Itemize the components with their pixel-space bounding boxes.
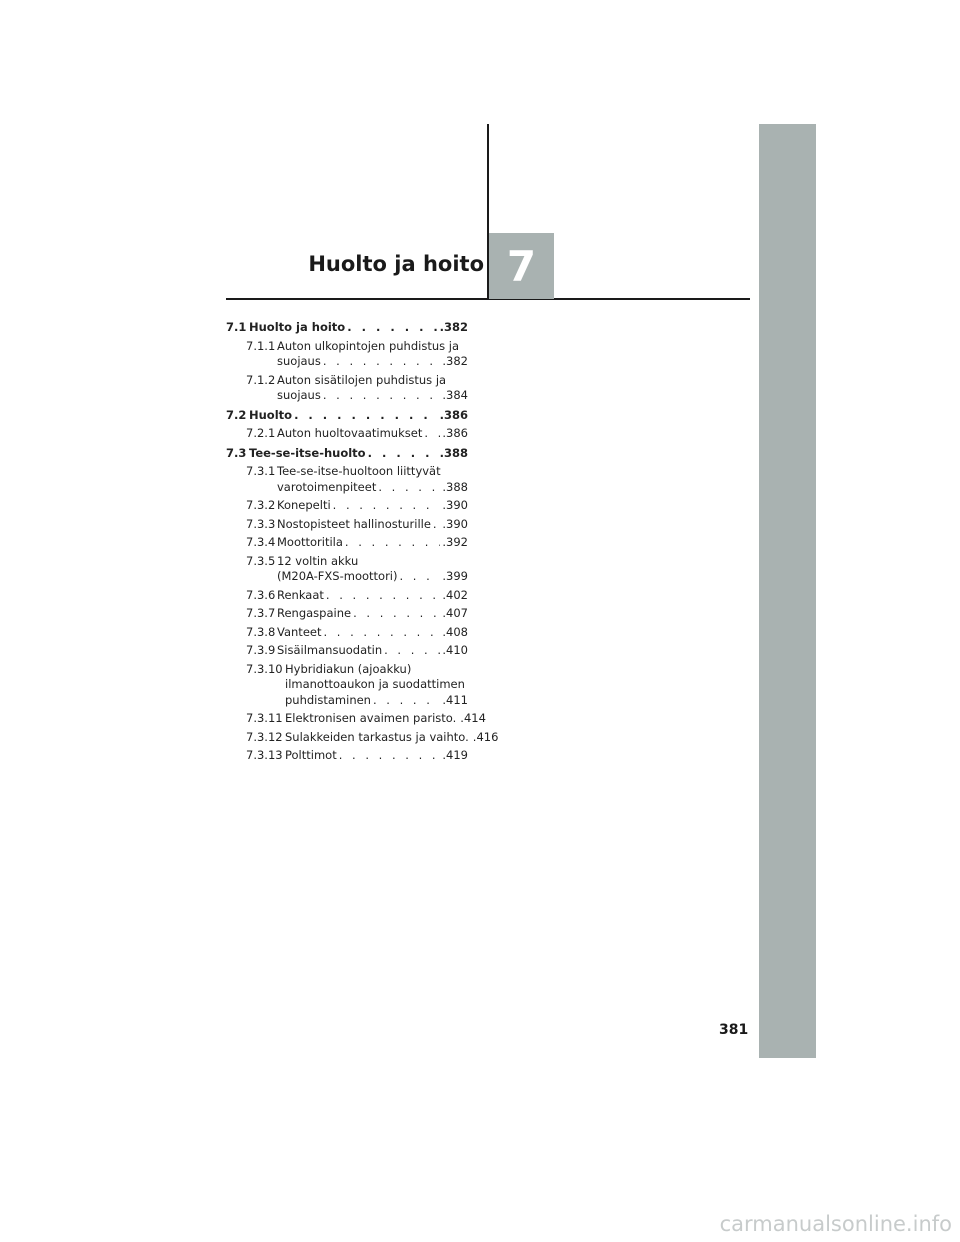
toc-dot-leader bbox=[424, 426, 440, 442]
watermark: carmanualsonline.info bbox=[719, 1212, 952, 1236]
toc-dot-leader bbox=[368, 446, 438, 462]
toc-dot-leader bbox=[345, 535, 440, 551]
toc-entry-title: Renkaat bbox=[277, 587, 324, 602]
toc-entry-number: 7.3.2 bbox=[246, 498, 276, 512]
toc-entry-number: 7.3.12 bbox=[246, 729, 283, 744]
toc-entry-title: Hybridiakun (ajoakku) bbox=[285, 661, 412, 676]
toc-entry-number: 7.2 bbox=[226, 407, 247, 422]
toc-entry-title: Konepelti bbox=[277, 498, 331, 512]
toc-entry-leader-line bbox=[277, 643, 468, 659]
toc-entry-number: 7.3.10 bbox=[246, 661, 283, 676]
toc-entry[interactable] bbox=[226, 339, 468, 370]
toc-entry-page: .419 bbox=[442, 748, 468, 762]
toc-entry-leader-line bbox=[249, 320, 468, 336]
toc-entry-title: Auton huoltovaatimukset bbox=[277, 426, 423, 440]
chapter-number-box bbox=[489, 233, 554, 299]
toc-entry-title: Auton ulkopintojen puhdistus ja bbox=[277, 338, 460, 353]
toc-entry-title: Tee-se-itse-huoltoon liittyvät bbox=[277, 464, 441, 478]
toc-entry[interactable] bbox=[226, 320, 468, 336]
toc-entry-page: .390 bbox=[442, 516, 468, 531]
toc-entry-body bbox=[249, 320, 468, 336]
toc-entry-leader-line bbox=[277, 606, 468, 622]
toc-entry-title: varotoimenpiteet bbox=[277, 479, 377, 494]
toc-dot-leader bbox=[339, 748, 441, 764]
toc-entry-body bbox=[277, 339, 468, 370]
toc-entry-leader-line bbox=[277, 498, 468, 514]
toc-entry-title: Polttimot bbox=[285, 748, 337, 762]
toc-entry[interactable] bbox=[226, 662, 468, 709]
toc-entry-body bbox=[277, 498, 468, 514]
toc-entry-number: 7.3.4 bbox=[246, 535, 276, 549]
page-number: 381 bbox=[719, 1022, 749, 1038]
toc-entry-number: 7.2.1 bbox=[246, 426, 276, 440]
toc-entry-leader-line bbox=[277, 588, 468, 604]
toc-entry-leader-line bbox=[285, 711, 486, 727]
toc-entry-number: 7.1.1 bbox=[246, 338, 276, 353]
toc-entry-page: .414 bbox=[460, 711, 486, 725]
toc-entry-body bbox=[277, 464, 468, 495]
chapter-title: Huolto ja hoito bbox=[308, 252, 484, 276]
toc-entry-title: Sulakkeiden tarkastus ja vaihto. bbox=[285, 729, 469, 744]
toc-entry[interactable] bbox=[226, 554, 468, 585]
toc-entry-page: .382 bbox=[439, 320, 468, 334]
toc-entry-page: .410 bbox=[442, 643, 468, 657]
toc-entry-title: (M20A-FXS-moottori) bbox=[277, 569, 398, 583]
toc-entry-number: 7.3.13 bbox=[246, 748, 283, 762]
toc-entry-number: 7.3.8 bbox=[246, 624, 276, 639]
toc-entry-leader-line bbox=[277, 625, 468, 641]
toc-entry-page: .388 bbox=[442, 479, 468, 494]
toc-entry[interactable] bbox=[226, 517, 468, 533]
toc-entry-body bbox=[277, 535, 468, 551]
toc-entry-body bbox=[249, 408, 468, 424]
toc-dot-leader bbox=[400, 569, 441, 585]
toc-entry-title: Moottoritila bbox=[277, 535, 343, 549]
toc-entry[interactable] bbox=[226, 711, 486, 727]
toc-entry-body bbox=[277, 373, 468, 404]
toc-entry-page: .416 bbox=[472, 729, 499, 744]
toc-entry-number: 7.3.6 bbox=[246, 587, 276, 602]
toc-entry-title: suojaus bbox=[277, 388, 321, 402]
toc-entry-body bbox=[249, 446, 468, 462]
toc-entry-number: 7.3.11 bbox=[246, 711, 283, 725]
toc-entry-leader-line bbox=[277, 517, 468, 533]
toc-entry-number: 7.3.1 bbox=[246, 464, 276, 478]
toc-entry[interactable] bbox=[226, 588, 468, 604]
toc-entry-body bbox=[277, 643, 468, 659]
toc-dot-leader bbox=[353, 606, 440, 622]
toc-entry[interactable] bbox=[226, 446, 468, 462]
toc-entry-number: 7.1 bbox=[226, 320, 247, 334]
toc-entry[interactable] bbox=[226, 748, 468, 764]
toc-entry-number: 7.3.5 bbox=[246, 553, 276, 568]
chapter-number: 7 bbox=[506, 241, 537, 291]
toc-entry-body bbox=[277, 554, 468, 585]
toc-entry-title: Elektronisen avaimen paristo. bbox=[285, 711, 457, 725]
toc-entry-page: .390 bbox=[442, 498, 468, 512]
toc-entry-number: 7.1.2 bbox=[246, 372, 276, 387]
toc-entry-body bbox=[285, 729, 499, 746]
toc-entry-leader-line bbox=[277, 480, 468, 496]
table-of-contents bbox=[226, 320, 499, 764]
toc-entry-page: .399 bbox=[442, 569, 468, 583]
toc-entry-title: Tee-se-itse-huolto bbox=[249, 445, 366, 460]
toc-entry-number: 7.3 bbox=[226, 445, 247, 460]
toc-entry-body bbox=[285, 662, 468, 709]
toc-dot-leader bbox=[378, 480, 440, 496]
header-rule bbox=[226, 298, 750, 300]
toc-entry[interactable] bbox=[226, 426, 468, 442]
toc-dot-leader bbox=[433, 517, 440, 533]
toc-entry-page: .392 bbox=[442, 535, 468, 549]
toc-entry-title: 12 voltin akku bbox=[277, 553, 359, 568]
toc-entry-leader-line bbox=[285, 729, 499, 746]
toc-entry-page: .411 bbox=[442, 692, 468, 707]
toc-entry-title: Huolto ja hoito bbox=[249, 320, 346, 334]
toc-entry-title: Rengaspaine bbox=[277, 606, 352, 620]
toc-entry-page: .386 bbox=[439, 407, 468, 422]
toc-entry-number: 7.3.3 bbox=[246, 516, 276, 531]
toc-dot-leader bbox=[294, 408, 438, 424]
toc-entry[interactable] bbox=[226, 464, 468, 495]
toc-entry-page: .407 bbox=[442, 606, 468, 620]
toc-entry-number: 7.3.7 bbox=[246, 606, 276, 620]
toc-entry-body bbox=[285, 711, 486, 727]
toc-dot-leader bbox=[323, 625, 440, 641]
toc-entry-page: .402 bbox=[442, 587, 468, 602]
toc-dot-leader bbox=[384, 643, 440, 659]
toc-entry-body bbox=[277, 426, 468, 442]
toc-entry-title: ilmanottoaukon ja suodattimen bbox=[285, 677, 465, 691]
toc-entry-leader-line bbox=[285, 748, 468, 764]
toc-entry-title: Auton sisätilojen puhdistus ja bbox=[277, 372, 447, 387]
toc-dot-leader bbox=[326, 588, 440, 604]
toc-entry-title: Sisäilmansuodatin bbox=[277, 643, 383, 657]
toc-entry-page: .384 bbox=[442, 388, 468, 402]
toc-entry-body bbox=[277, 625, 468, 641]
toc-entry-leader-line bbox=[277, 569, 468, 585]
toc-entry[interactable] bbox=[226, 373, 468, 404]
toc-dot-leader bbox=[373, 693, 440, 709]
toc-dot-leader bbox=[347, 320, 437, 336]
toc-entry-title: Huolto bbox=[249, 407, 293, 422]
toc-entry-title: Vanteet bbox=[277, 624, 322, 639]
toc-entry[interactable] bbox=[226, 408, 468, 424]
toc-entry-leader-line bbox=[277, 535, 468, 551]
toc-entry-body bbox=[277, 606, 468, 622]
toc-entry-body bbox=[277, 588, 468, 604]
toc-entry-title: puhdistaminen bbox=[285, 692, 371, 707]
toc-entry-page: .386 bbox=[442, 426, 468, 440]
toc-entry-title: Nostopisteet hallinosturille bbox=[277, 516, 431, 531]
toc-entry-leader-line bbox=[277, 426, 468, 442]
toc-entry-body bbox=[277, 517, 468, 533]
toc-entry-page: .382 bbox=[442, 354, 468, 368]
toc-entry-leader-line bbox=[285, 693, 468, 709]
toc-dot-leader bbox=[333, 498, 441, 514]
toc-entry-number: 7.3.9 bbox=[246, 643, 276, 657]
toc-dot-leader bbox=[323, 354, 441, 370]
chapter-side-tab bbox=[759, 124, 816, 1058]
toc-entry-leader-line bbox=[249, 446, 468, 462]
toc-entry-leader-line bbox=[249, 408, 468, 424]
toc-entry[interactable] bbox=[226, 729, 499, 746]
toc-entry-leader-line bbox=[277, 388, 468, 404]
toc-entry[interactable] bbox=[226, 535, 468, 551]
toc-entry[interactable] bbox=[226, 498, 468, 514]
toc-entry[interactable] bbox=[226, 643, 468, 659]
toc-entry-leader-line bbox=[277, 354, 468, 370]
toc-entry-page: .388 bbox=[439, 445, 468, 460]
toc-entry-page: .408 bbox=[442, 624, 468, 639]
toc-entry[interactable] bbox=[226, 606, 468, 622]
toc-entry[interactable] bbox=[226, 625, 468, 641]
toc-dot-leader bbox=[323, 388, 441, 404]
toc-entry-title: suojaus bbox=[277, 354, 321, 368]
toc-entry-body bbox=[285, 748, 468, 764]
